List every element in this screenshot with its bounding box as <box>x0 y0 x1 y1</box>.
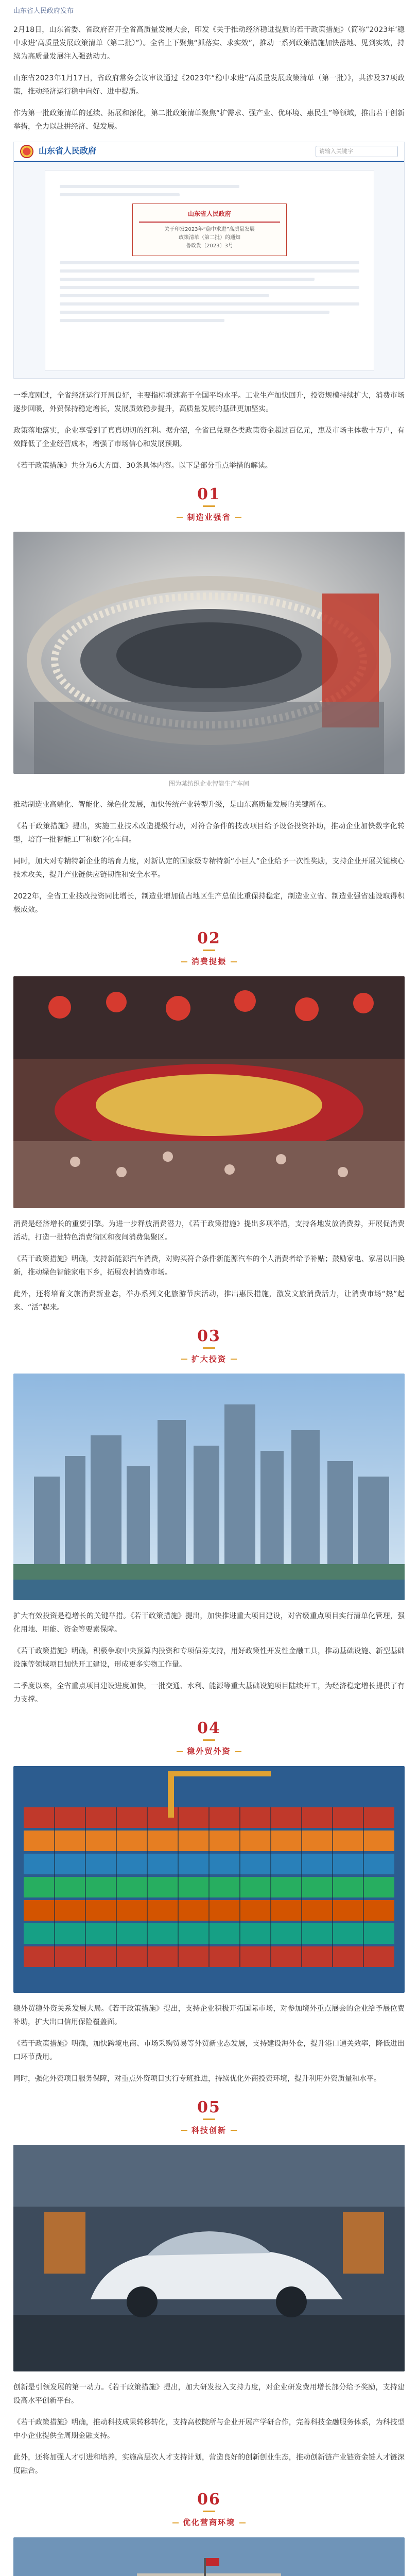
section-number: 01 <box>197 485 221 503</box>
section-number: 03 <box>197 1327 221 1345</box>
section-bar <box>203 1739 215 1741</box>
doc-card-issuer: 山东省人民政府 <box>187 210 231 217</box>
section-header-05 <box>13 2100 405 2138</box>
gov-site-name: 山东省人民政府 <box>39 146 97 156</box>
section-bar <box>203 950 215 951</box>
section-header-04 <box>13 1721 405 1759</box>
s4-paragraph-1: 稳外贸稳外资关系发展大局。《若干政策措施》提出，支持企业积极开拓国际市场，对参加境外重点展会的企业给予展位费补助，扩大出口信用保险覆盖面。 <box>13 2004 405 2026</box>
intro-paragraph-3: 作为第一批政策清单的延续、拓展和深化，第二批政策清单聚焦“扩需求、强产业、优环境、惠民生”等领域，推出若干创新举措，全力以赴拼经济、促发展。 <box>13 109 405 131</box>
doc-line <box>60 286 359 289</box>
gov-header <box>14 142 404 162</box>
section-number: 02 <box>197 929 221 948</box>
car-factory-image <box>13 2145 405 2371</box>
article-content <box>13 0 405 2576</box>
photo-container-port <box>13 1766 405 1993</box>
s2-paragraph-1: 消费是经济增长的重要引擎。为进一步释放消费潜力，《若干政策措施》提出多项举措，支持各地发放消费券，开展促消费活动，打造一批特色消费街区和夜间消费集聚区。 <box>13 1219 405 1242</box>
doc-line <box>60 269 359 273</box>
intro-paragraph-2: 山东省2023年1月17日，省政府常务会议审议通过《2023年“稳中求进”高质量发展政策清单（第一批）》，共涉及37项政策，推动经济运行稳中向好、进中提质。 <box>13 74 405 96</box>
doc-line <box>60 294 269 297</box>
doc-card-title-2: 政策清单（第二批）的通知 <box>179 234 240 241</box>
doc-line <box>60 302 359 306</box>
section-bar <box>203 505 215 507</box>
s2-paragraph-3: 此外，还将培育文旅消费新业态，举办系列文化旅游节庆活动，推出惠民措施，激发文旅消费活力，让消费市场“热”起来、“活”起来。 <box>13 1290 405 1312</box>
doc-card <box>132 204 287 256</box>
section-number: 04 <box>197 1719 221 1738</box>
section-title: 制造业强省 <box>172 510 245 525</box>
s5-paragraph-3: 此外，还将加强人才引进和培养，实施高层次人才支持计划，营造良好的创新创业生态，推动创新链产业链资金链人才链深度融合。 <box>13 2453 405 2476</box>
emblem-icon <box>20 145 33 158</box>
section-title: 消费提振 <box>177 954 241 969</box>
s4-paragraph-2: 《若干政策措施》明确，加快跨境电商、市场采购贸易等外贸新业态发展，支持建设海外仓，提升港口通关效率，降低进出口环节费用。 <box>13 2039 405 2061</box>
textile-machine-image <box>13 532 405 774</box>
top-note[interactable]: 山东省人民政府发布 <box>13 7 74 15</box>
section-title: 扩大投资 <box>177 1352 241 1367</box>
intro-paragraph-1: 2月18日，山东省委、省政府召开全省高质量发展大会，印发《关于推动经济稳进提质的若干政策措施》（简称“2023年‘稳中求进’高质量发展政策清单（第二批）”）。全省上下聚焦“抓落实、求实效”，推动一系列政策措施加快落地、见到实效，持续为高质量发展注入强劲动力。 <box>13 25 405 61</box>
section-bar <box>203 2119 215 2120</box>
city-skyline-image <box>13 1374 405 1600</box>
doc-card-number: 鲁政发〔2023〕3号 <box>186 243 233 249</box>
s5-paragraph-1: 创新是引领发展的第一动力。《若干政策措施》提出，加大研发投入支持力度，对企业研发费用增长部分给予奖励，支持建设高水平创新平台。 <box>13 2383 405 2405</box>
photo-car-factory <box>13 2145 405 2371</box>
section-number: 06 <box>197 2490 221 2509</box>
s3-paragraph-1: 扩大有效投资是稳增长的关键举措。《若干政策措施》提出，加快推进重大项目建设，对省级重点项目实行清单化管理，强化用地、用能、资金等要素保障。 <box>13 1612 405 1634</box>
section-title: 稳外贸外资 <box>172 1744 245 1759</box>
doc-line <box>60 311 329 314</box>
paragraph-measure-2: 《若干政策措施》共分为6大方面、30条具体内容。以下是部分重点举措的解读。 <box>13 461 272 470</box>
section-header-02 <box>13 931 405 969</box>
photo-government-building <box>13 2537 405 2576</box>
s3-paragraph-3: 二季度以来，全省重点项目建设进度加快，一批交通、水利、能源等重大基础设施项目陆续开工，为经济稳定增长提供了有力支撑。 <box>13 1682 405 1704</box>
shopping-mall-image <box>13 976 405 1208</box>
government-building-image <box>13 2537 405 2576</box>
s3-paragraph-2: 《若干政策措施》明确，积极争取中央预算内投资和专项债券支持，用好政策性开发性金融工具，推动基础设施、新型基础设施等领域项目加快开工建设，形成更多实物工作量。 <box>13 1647 405 1669</box>
doc-card-title-1: 关于印发2023年“稳中求进”高质量发展 <box>164 226 255 232</box>
section-bar <box>203 1347 215 1349</box>
section-title: 优化营商环境 <box>168 2515 250 2530</box>
s4-paragraph-3: 同时，强化外资项目服务保障，对重点外资项目实行专班推进，持续优化外商投资环境，提升利用外资质量和水平。 <box>13 2074 381 2083</box>
photo-shopping-mall <box>13 976 405 1208</box>
doc-line <box>60 261 359 264</box>
s5-paragraph-2: 《若干政策措施》明确，推动科技成果转移转化，支持高校院所与企业开展产学研合作，完善科技金融服务体系，为科技型中小企业提供全周期金融支持。 <box>13 2418 405 2441</box>
section-header-03 <box>13 1329 405 1367</box>
photo-city-skyline <box>13 1374 405 1600</box>
s1-paragraph-1: 推动制造业高端化、智能化、绿色化发展，加快传统产业转型升级，是山东高质量发展的关键所在。 <box>13 801 330 809</box>
s1-paragraph-4: 2022年，全省工业技改投资同比增长，制造业增加值占地区生产总值比重保持稳定，制造业立省、制造业强省建设取得积极成效。 <box>13 892 405 914</box>
paragraph-measure-intro: 政策落地落实，企业享受到了真真切切的红利。据介绍，全省已兑现各类政策资金超过百亿元，惠及市场主体数十万户，有效降低了企业经营成本，增强了市场信心和发展预期。 <box>13 426 405 448</box>
s1-paragraph-3: 同时，加大对专精特新企业的培育力度，对新认定的国家级专精特新“小巨人”企业给予一次性奖励，支持企业开展关键核心技术攻关，提升产业链供应链韧性和安全水平。 <box>13 857 405 879</box>
gov-website-screenshot <box>13 142 405 379</box>
doc-line <box>60 185 239 188</box>
gov-search-input[interactable]: 请输入关键字 <box>316 146 398 157</box>
photo-caption: 图为某纺织企业智能生产车间 <box>168 780 249 788</box>
s2-paragraph-2: 《若干政策措施》明确，支持新能源汽车消费，对购买符合条件新能源汽车的个人消费者给予补贴；鼓励家电、家居以旧换新，推动绿色智能家电下乡，拓展农村消费市场。 <box>13 1255 405 1277</box>
gov-document <box>45 170 374 371</box>
section-title: 科技创新 <box>177 2123 241 2138</box>
section-bar <box>203 2511 215 2512</box>
s1-paragraph-2: 《若干政策措施》提出，实施工业技术改造提级行动，对符合条件的技改项目给予设备投资补助，推动企业加快数字化转型，培育一批智能工厂和数字化车间。 <box>13 822 405 844</box>
doc-line <box>60 278 315 281</box>
section-number: 05 <box>197 2098 221 2116</box>
container-port-image <box>13 1766 405 1993</box>
photo-textile-machine <box>13 532 405 774</box>
doc-line <box>60 193 180 196</box>
paragraph-after-gov: 一季度刚过，全省经济运行开局良好，主要指标增速高于全国平均水平。工业生产加快回升，投资规模持续扩大，消费市场逐步回暖，外贸保持稳定增长，发展质效稳步提升，高质量发展的基础更加坚实。 <box>13 391 405 413</box>
doc-red-rule <box>139 222 280 223</box>
section-header-06 <box>13 2492 405 2530</box>
section-header-01 <box>13 487 405 525</box>
doc-line <box>60 319 224 322</box>
